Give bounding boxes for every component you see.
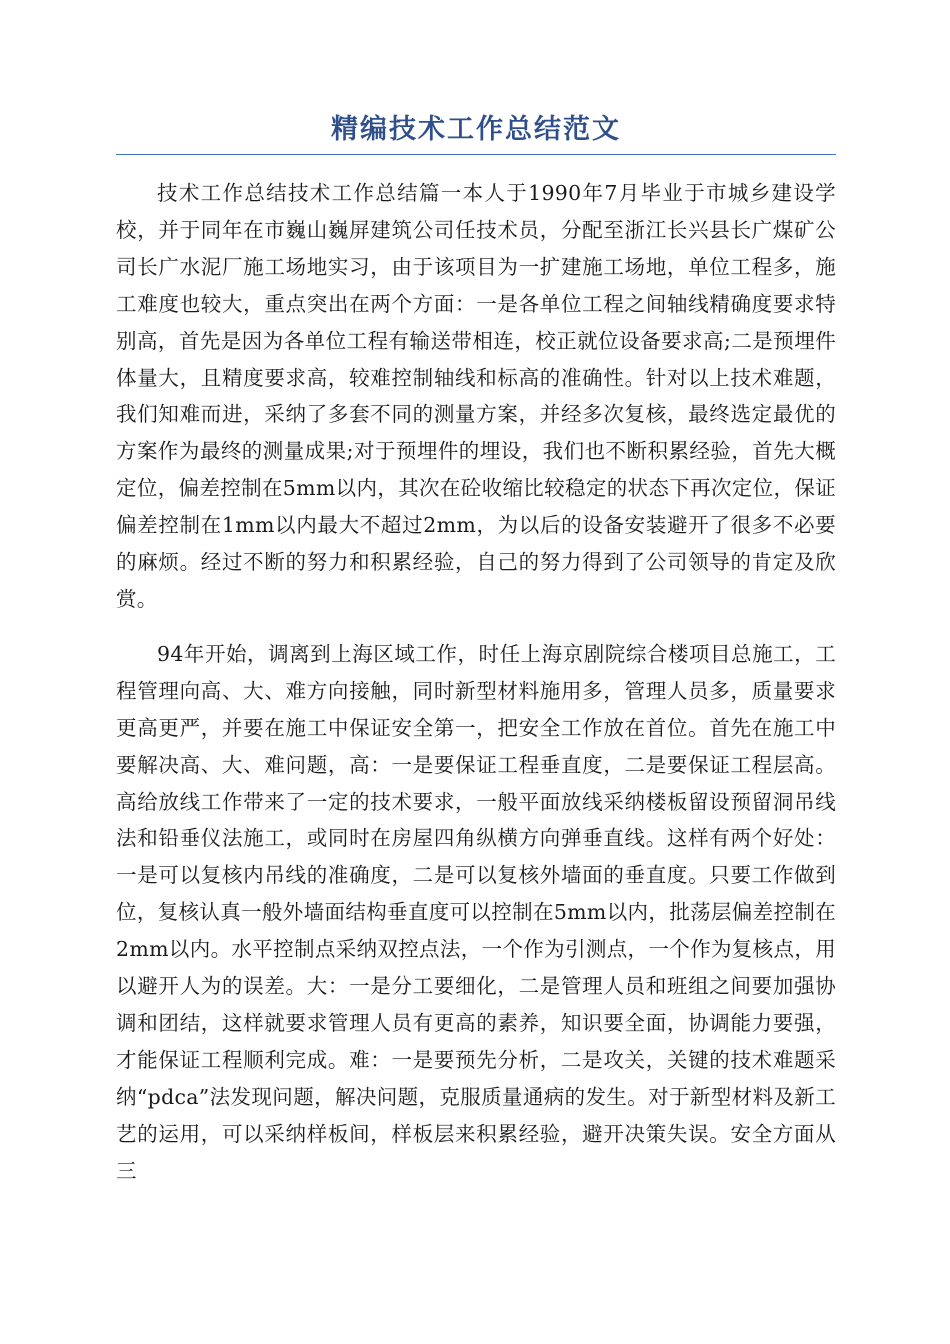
body-paragraph-1: 技术工作总结技术工作总结篇一本人于1990年7月毕业于市城乡建设学校，并于同年在市巍山巍屏建筑公司任技术员，分配至浙江长兴县长广煤矿公司长广水泥厂施工场地实习，由于该项目为一扩建施工场地，单位工程多，施工难度也较大，重点突出在两个方面：一是各单位工程之间轴线精确度要求特别高，首先是因为各单位工程有输送带相连，校正就位设备要求高;二是预埋件体量大，且精度要求高，较难控制轴线和标高的准确性。针对以上技术难题，我们知难而进，采纳了多套不同的测量方案，并经多次复核，最终选定最优的方案作为最终的测量成果;对于预埋件的埋设，我们也不断积累经验，首先大概定位，偏差控制在5mm以内，其次在砼收缩比较稳定的状态下再次定位，保证偏差控制在1mm以内最大不超过2mm，为以后的设备安装避开了很多不必要的麻烦。经过不断的努力和积累经验，自己的努力得到了公司领导的肯定及欣赏。 [116,181,836,611]
document-title: 精编技术工作总结范文 [331,114,621,145]
document-page [116,108,836,1207]
body-paragraph-2: 94年开始，调离到上海区域工作，时任上海京剧院综合楼项目总施工，工程管理向高、大、难方向接触，同时新型材料施用多，管理人员多，质量要求更高更严，并要在施工中保证安全第一，把安全工作放在首位。首先在施工中要解决高、大、难问题，高：一是要保证工程垂直度，二是要保证工程层高。高给放线工作带来了一定的技术要求，一般平面放线采纳楼板留设预留洞吊线法和铅垂仪法施工，或同时在房屋四角纵横方向弹垂直线。这样有两个好处：一是可以复核内吊线的准确度，二是可以复核外墙面的垂直度。只要工作做到位，复核认真一般外墙面结构垂直度可以控制在5mm以内，批荡层偏差控制在2mm以内。水平控制点采纳双控点法，一个作为引测点，一个作为复核点，用以避开人为的误差。大：一是分工要细化，二是管理人员和班组之间要加强协调和团结，这样就要求管理人员有更高的素养，知识要全面，协调能力要强，才能保证工程顺利完成。难：一是要预先分析，二是攻关，关键的技术难题采纳“pdca”法发现问题，解决问题，克服质量通病的发生。对于新型材料及新工艺的运用，可以采纳样板间，样板层来积累经验，避开决策失误。安全方面从三 [116,641,836,1183]
title-divider [116,154,836,155]
